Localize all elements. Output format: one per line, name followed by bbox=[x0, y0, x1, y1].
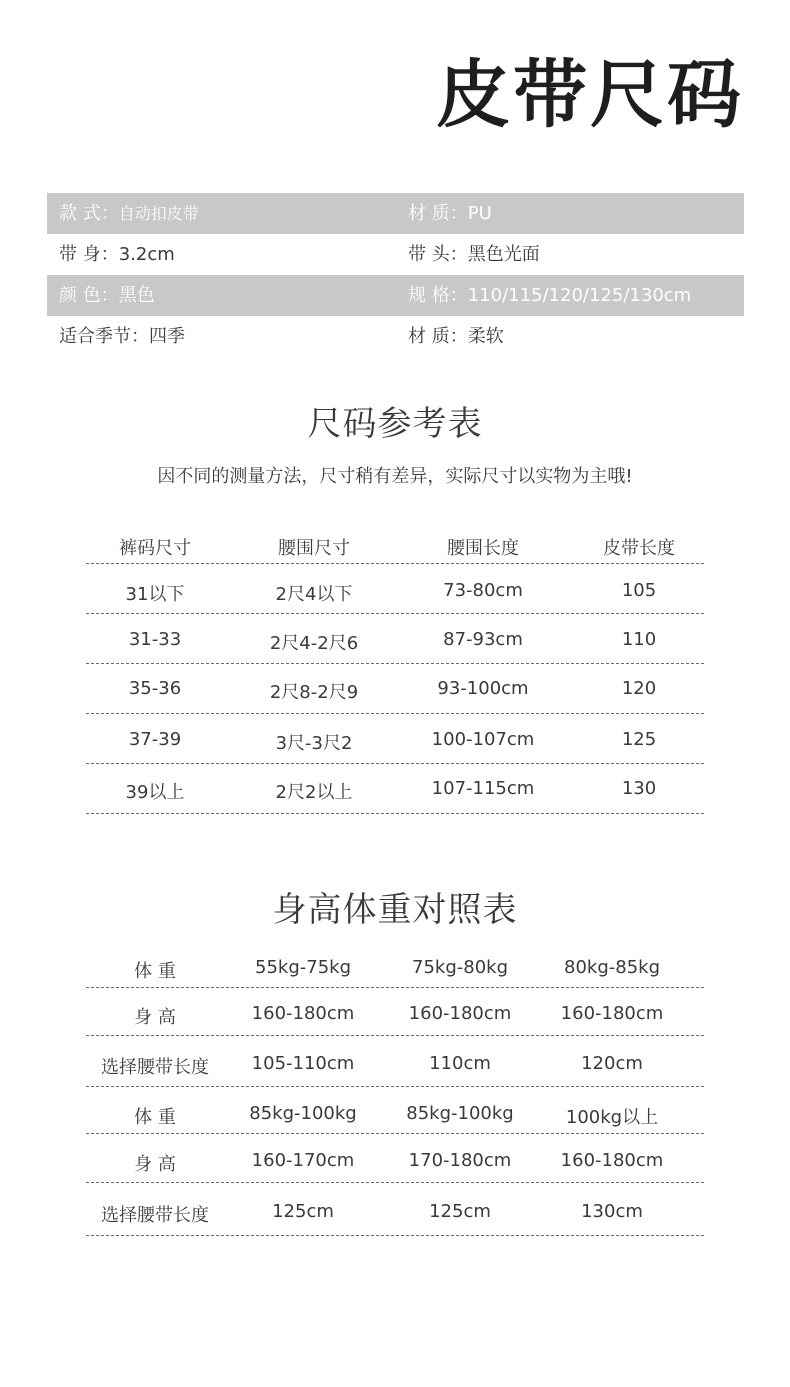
dashed-divider bbox=[86, 1035, 704, 1036]
height-weight-cell: 85kg-100kg bbox=[249, 1103, 357, 1124]
spec-value: 自动扣皮带 bbox=[118, 204, 199, 223]
height-weight-cell: 160-180cm bbox=[251, 1003, 355, 1024]
dashed-divider bbox=[86, 563, 704, 564]
spec-right bbox=[408, 275, 691, 316]
size-cell: 73-80cm bbox=[443, 580, 523, 601]
size-cell: 110 bbox=[621, 629, 657, 650]
spec-row bbox=[47, 234, 744, 275]
size-cell: 37-39 bbox=[128, 729, 182, 750]
size-header-cell: 腰围长度 bbox=[447, 538, 519, 559]
size-header-row bbox=[86, 534, 704, 560]
height-weight-cell: 160-180cm bbox=[408, 1003, 512, 1024]
size-row bbox=[86, 729, 704, 755]
spec-label: 规 格： bbox=[408, 285, 468, 306]
dashed-divider bbox=[86, 1133, 704, 1134]
size-cell: 2尺4以下 bbox=[275, 584, 353, 605]
size-chart-table bbox=[86, 530, 704, 820]
spec-label: 适合季节： bbox=[59, 326, 149, 347]
size-cell: 31以下 bbox=[125, 584, 185, 605]
dashed-divider bbox=[86, 763, 704, 764]
size-cell: 100-107cm bbox=[431, 729, 535, 750]
height-weight-row bbox=[86, 1003, 704, 1029]
height-weight-cell: 130cm bbox=[581, 1201, 643, 1222]
spec-row bbox=[47, 316, 744, 357]
spec-row bbox=[47, 193, 744, 234]
height-weight-cell: 125cm bbox=[272, 1201, 334, 1222]
spec-value: 黑色 bbox=[118, 285, 155, 306]
height-weight-row bbox=[86, 1150, 704, 1176]
size-cell: 130 bbox=[621, 778, 657, 799]
size-cell: 35-36 bbox=[128, 678, 182, 699]
row-label: 身 高 bbox=[134, 1154, 176, 1175]
row-label: 选择腰带长度 bbox=[101, 1205, 209, 1226]
dashed-divider bbox=[86, 987, 704, 988]
height-weight-cell: 160-180cm bbox=[560, 1003, 664, 1024]
height-weight-cell: 160-180cm bbox=[560, 1150, 664, 1171]
spec-value: PU bbox=[467, 203, 492, 224]
size-cell: 2尺8-2尺9 bbox=[269, 682, 359, 703]
spec-value: 黑色光面 bbox=[467, 244, 540, 265]
spec-label: 材 质： bbox=[408, 203, 468, 224]
size-cell: 120 bbox=[621, 678, 657, 699]
size-cell: 2尺2以上 bbox=[275, 782, 353, 803]
height-weight-row bbox=[86, 1201, 704, 1227]
size-row bbox=[86, 629, 704, 655]
size-cell: 2尺4-2尺6 bbox=[269, 633, 359, 654]
size-cell: 125 bbox=[621, 729, 657, 750]
height-weight-table bbox=[86, 955, 704, 1245]
dashed-divider bbox=[86, 1086, 704, 1087]
height-weight-cell: 105-110cm bbox=[251, 1053, 355, 1074]
spec-right bbox=[408, 316, 504, 357]
size-header-cell: 裤码尺寸 bbox=[119, 538, 191, 559]
size-header-cell: 皮带长度 bbox=[603, 538, 675, 559]
size-cell: 87-93cm bbox=[443, 629, 523, 650]
size-cell: 105 bbox=[621, 580, 657, 601]
dashed-divider bbox=[86, 613, 704, 614]
dashed-divider bbox=[86, 813, 704, 814]
height-weight-cell: 75kg-80kg bbox=[411, 957, 509, 978]
dashed-divider bbox=[86, 663, 704, 664]
spec-label: 款 式： bbox=[59, 203, 119, 224]
size-row bbox=[86, 778, 704, 804]
height-weight-row bbox=[86, 1053, 704, 1079]
height-weight-title: 身高体重对照表 bbox=[272, 890, 518, 930]
row-label: 体 重 bbox=[134, 961, 176, 982]
spec-label: 带 头： bbox=[408, 244, 468, 265]
size-cell: 31-33 bbox=[128, 629, 182, 650]
spec-label: 颜 色： bbox=[59, 285, 119, 306]
height-weight-cell: 80kg-85kg bbox=[563, 957, 661, 978]
page-title: 皮带尺码 bbox=[436, 52, 744, 138]
size-row bbox=[86, 580, 704, 606]
row-label: 选择腰带长度 bbox=[101, 1057, 209, 1078]
spec-left bbox=[59, 193, 199, 234]
height-weight-cell: 85kg-100kg bbox=[406, 1103, 514, 1124]
dashed-divider bbox=[86, 713, 704, 714]
height-weight-cell: 170-180cm bbox=[408, 1150, 512, 1171]
spec-label: 材 质： bbox=[408, 326, 468, 347]
spec-left bbox=[59, 316, 185, 357]
spec-label: 带 身： bbox=[59, 244, 119, 265]
size-header-cell: 腰围尺寸 bbox=[278, 538, 350, 559]
spec-table bbox=[47, 193, 744, 357]
spec-right bbox=[408, 234, 540, 275]
size-cell: 107-115cm bbox=[431, 778, 535, 799]
height-weight-cell: 125cm bbox=[429, 1201, 491, 1222]
spec-row bbox=[47, 275, 744, 316]
spec-value: 柔软 bbox=[467, 326, 504, 347]
size-cell: 39以上 bbox=[125, 782, 185, 803]
size-row bbox=[86, 678, 704, 704]
size-chart-title: 尺码参考表 bbox=[307, 404, 483, 444]
height-weight-cell: 160-170cm bbox=[251, 1150, 355, 1171]
row-label: 身 高 bbox=[134, 1007, 176, 1028]
height-weight-cell: 55kg-75kg bbox=[254, 957, 352, 978]
height-weight-cell: 110cm bbox=[429, 1053, 491, 1074]
dashed-divider bbox=[86, 1182, 704, 1183]
row-label: 体 重 bbox=[134, 1107, 176, 1128]
spec-right bbox=[408, 193, 492, 234]
spec-value: 110/115/120/125/130cm bbox=[467, 285, 692, 306]
measurement-note: 因不同的测量方法，尺寸稍有差异，实际尺寸以实物为主哦! bbox=[157, 466, 633, 487]
height-weight-cell: 120cm bbox=[581, 1053, 643, 1074]
height-weight-row bbox=[86, 957, 704, 983]
size-cell: 93-100cm bbox=[437, 678, 529, 699]
spec-left bbox=[59, 234, 175, 275]
spec-value: 3.2cm bbox=[118, 244, 175, 265]
dashed-divider bbox=[86, 1235, 704, 1236]
spec-left bbox=[59, 275, 155, 316]
spec-value: 四季 bbox=[149, 326, 185, 347]
height-weight-row bbox=[86, 1103, 704, 1129]
height-weight-cell: 100kg以上 bbox=[565, 1107, 659, 1128]
size-cell: 3尺-3尺2 bbox=[275, 733, 353, 754]
